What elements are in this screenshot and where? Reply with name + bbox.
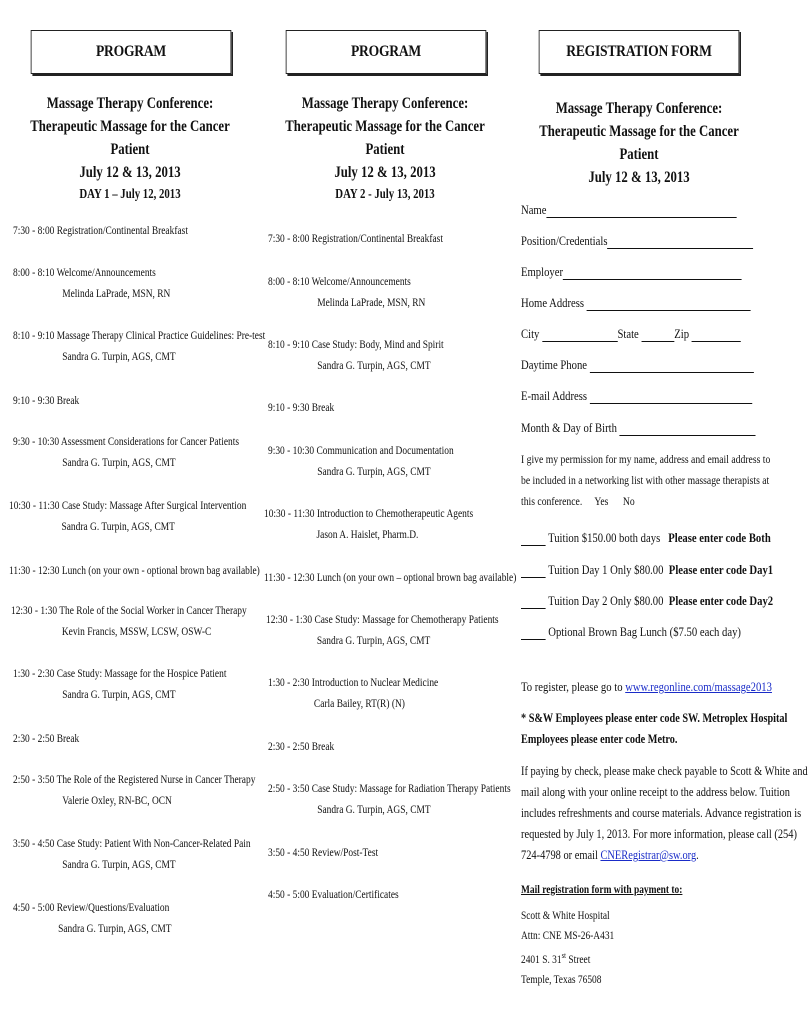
address-line-3: 2401 S. 31 <box>521 953 562 966</box>
conference-title-line3: July 12 & 13, 2013 <box>588 169 690 186</box>
program-header-2 <box>286 30 487 74</box>
employer-field[interactable] <box>521 264 742 280</box>
conference-title-line1: Massage Therapy Conference: <box>301 95 469 112</box>
session-speaker: Kevin Francis, MSSW, LCSW, OSW-C <box>61 626 212 638</box>
session-speaker: Sandra G. Turpin, AGS, CMT <box>62 689 176 701</box>
home-address-label: Home Address <box>521 295 585 310</box>
session-item <box>264 504 473 546</box>
session-item <box>268 398 334 419</box>
session-line: 8:10 - 9:10 Case Study: Body, Mind and Spirit <box>268 339 444 351</box>
session-speaker: Sandra G. Turpin, AGS, CMT <box>317 360 431 372</box>
zip-line[interactable] <box>692 328 741 342</box>
session-speaker: Sandra G. Turpin, AGS, CMT <box>317 466 431 478</box>
address-line-1: Scott & White Hospital <box>521 910 610 922</box>
session-speaker: Valerie Oxley, RN-BC, OCN <box>62 795 172 807</box>
session-line: 9:10 - 9:30 Break <box>13 395 80 407</box>
permission-line-2: be included in a networking list with other massage therapists at <box>521 473 770 487</box>
birth-label: Month & Day of Birth <box>521 420 617 435</box>
session-item <box>13 221 188 242</box>
session-line: 8:00 - 8:10 Welcome/Announcements <box>13 267 156 279</box>
employer-line[interactable] <box>563 266 742 280</box>
session-speaker: Melinda LaPrade, MSN, RN <box>317 297 426 309</box>
employees-note <box>521 708 787 750</box>
conference-title-line3: July 12 & 13, 2013 <box>334 164 436 181</box>
conference-title-col2 <box>265 92 505 184</box>
tuition-day1-blank[interactable] <box>521 565 546 578</box>
conference-title-line1: Massage Therapy Conference: <box>46 95 214 112</box>
session-line: 9:10 - 9:30 Break <box>268 402 335 414</box>
brown-bag-blank[interactable] <box>521 627 546 640</box>
session-item <box>11 601 247 643</box>
session-item <box>13 263 170 305</box>
name-field[interactable] <box>521 202 737 218</box>
session-speaker: Sandra G. Turpin, AGS, CMT <box>62 351 176 363</box>
tuition-both-label: Tuition $150.00 both days <box>548 530 661 545</box>
session-line: 8:00 - 8:10 Welcome/Announcements <box>268 276 411 288</box>
tuition-day1-label: Tuition Day 1 Only $80.00 <box>548 562 664 577</box>
session-line: 12:30 - 1:30 The Role of the Social Worker in Cancer Therapy <box>11 605 247 617</box>
registration-header-label: REGISTRATION FORM <box>566 43 712 60</box>
city-line[interactable] <box>542 328 617 342</box>
conference-title-line2: Therapeutic Massage for the Cancer Patient <box>285 118 485 158</box>
home-address-line[interactable] <box>587 297 751 311</box>
session-item <box>13 326 265 368</box>
session-item <box>9 496 246 538</box>
position-label: Position/Credentials <box>521 233 608 248</box>
daytime-phone-field[interactable] <box>521 357 754 373</box>
session-item <box>268 335 444 377</box>
session-line: 9:30 - 10:30 Assessment Considerations for Cancer Patients <box>13 436 240 448</box>
check-line-1: If paying by check, please make check payable to Scott & White and <box>521 764 808 778</box>
session-line: 9:30 - 10:30 Communication and Documentation <box>268 445 454 457</box>
conference-title-line2: Therapeutic Massage for the Cancer Patient <box>30 118 230 158</box>
conference-title-col1 <box>10 92 250 184</box>
tuition-both-blank[interactable] <box>521 533 546 546</box>
conference-title-col3 <box>519 97 759 189</box>
tuition-day1-code: Please enter code Day1 <box>668 562 774 577</box>
tuition-day2-option[interactable] <box>521 593 773 609</box>
register-link[interactable]: www.regonline.com/massage2013 <box>625 679 772 694</box>
brown-bag-label: Optional Brown Bag Lunch ($7.50 each day) <box>548 624 741 639</box>
session-speaker: Sandra G. Turpin, AGS, CMT <box>316 635 431 647</box>
session-item <box>268 272 425 314</box>
program-header-2-label: PROGRAM <box>351 43 421 60</box>
email-label: E-mail Address <box>521 388 588 403</box>
session-item <box>13 391 79 412</box>
employees-line-1: * S&W Employees please enter code SW. Metroplex Hospital <box>521 711 788 725</box>
tuition-day1-option[interactable] <box>521 562 773 578</box>
city-state-zip-field[interactable] <box>521 326 741 342</box>
zip-label: Zip <box>674 326 690 341</box>
session-item <box>268 229 443 250</box>
session-item <box>13 898 172 940</box>
session-line: 3:50 - 4:50 Review/Post-Test <box>268 847 379 859</box>
program-header-1-label: PROGRAM <box>96 43 166 60</box>
tuition-day2-blank[interactable] <box>521 596 546 609</box>
permission-line-3: this conference. <box>521 494 583 508</box>
day2-title: DAY 2 - July 13, 2013 <box>335 186 435 201</box>
session-item <box>13 729 79 750</box>
session-item <box>268 737 334 758</box>
permission-text <box>521 449 770 512</box>
session-item <box>264 568 516 589</box>
tuition-day2-label: Tuition Day 2 Only $80.00 <box>548 593 664 608</box>
name-label: Name <box>521 202 547 217</box>
session-item <box>13 664 226 706</box>
session-line: 2:30 - 2:50 Break <box>13 733 80 745</box>
tuition-both-option[interactable] <box>521 530 771 546</box>
session-item <box>13 770 255 812</box>
session-item <box>13 834 251 876</box>
check-payment-text: If paying by check, please make check payable to Scott & White and mail along with your online receipt to the address below. Tuition includes refreshments and course materials. Advance registration is requested by July 1, 2013. For more information, please call (254) 724-4798 or email CNERegistrar@sw.org. <box>521 761 808 866</box>
session-item <box>13 432 239 474</box>
session-item <box>268 673 438 715</box>
program-header-1 <box>31 30 232 74</box>
mail-heading: Mail registration form with payment to: <box>521 884 683 896</box>
session-speaker: Melinda LaPrade, MSN, RN <box>62 288 171 300</box>
register-text: To register, please go to <box>521 679 623 694</box>
session-line: 4:50 - 5:00 Review/Questions/Evaluation <box>13 902 170 914</box>
address-line-2: Attn: CNE MS-26-A431 <box>521 930 615 942</box>
address-line-3-street: Street <box>565 953 591 966</box>
permission-line-1: I give my permission for my name, address and email address to <box>521 452 771 466</box>
address-ordinal: st <box>561 951 566 960</box>
state-label: State <box>617 326 639 341</box>
state-line[interactable] <box>641 328 674 342</box>
session-item <box>268 885 399 906</box>
daytime-phone-line[interactable] <box>590 359 754 373</box>
session-line: 1:30 - 2:30 Case Study: Massage for the Hospice Patient <box>13 668 227 680</box>
employer-label: Employer <box>521 264 564 279</box>
session-line: 3:50 - 4:50 Case Study: Patient With Non-Cancer-Related Pain <box>13 838 251 850</box>
conference-title-line3: July 12 & 13, 2013 <box>79 164 181 181</box>
conference-title-line1: Massage Therapy Conference: <box>555 100 723 117</box>
birth-field[interactable] <box>521 420 756 436</box>
tuition-day2-code: Please enter code Day2 <box>668 593 774 608</box>
mailing-address <box>521 906 614 990</box>
position-field[interactable] <box>521 233 753 249</box>
permission-no-option[interactable]: No <box>622 494 635 508</box>
email-link[interactable]: CNERegistrar@sw.org <box>600 848 697 862</box>
conference-title-line2: Therapeutic Massage for the Cancer Patient <box>539 123 739 163</box>
session-line: 2:30 - 2:50 Break <box>268 741 335 753</box>
email-field[interactable] <box>521 388 752 404</box>
session-speaker: Sandra G. Turpin, AGS, CMT <box>62 859 176 871</box>
registration-header <box>539 30 740 74</box>
session-line: 1:30 - 2:30 Introduction to Nuclear Medicine <box>268 677 439 689</box>
permission-yes-option[interactable]: Yes <box>594 494 609 508</box>
employees-line-2: Employees please enter code Metro. <box>521 732 678 746</box>
check-line-4: requested by July 1, 2013. For more information, please call (254) <box>521 827 797 841</box>
position-line[interactable] <box>607 235 753 249</box>
session-line: 11:30 - 12:30 Lunch (on your own – optional brown bag available) <box>264 572 517 584</box>
session-line: 10:30 - 11:30 Case Study: Massage After Surgical Intervention <box>9 500 247 512</box>
day1-title: DAY 1 – July 12, 2013 <box>79 186 181 201</box>
name-line[interactable] <box>546 204 736 218</box>
session-speaker: Jason A. Haislet, Pharm.D. <box>316 529 419 541</box>
tuition-both-code: Please enter code Both <box>668 530 771 545</box>
city-label: City <box>521 326 540 341</box>
check-line-3: includes refreshments and course materials. Advance registration is <box>521 806 802 820</box>
session-item <box>268 779 511 821</box>
session-line: 2:50 - 3:50 Case Study: Massage for Radiation Therapy Patients <box>268 783 511 795</box>
session-line: 7:30 - 8:00 Registration/Continental Breakfast <box>13 225 188 237</box>
session-line: 11:30 - 12:30 Lunch (on your own - optional brown bag available) <box>9 565 260 577</box>
session-line: 8:10 - 9:10 Massage Therapy Clinical Practice Guidelines: Pre-test <box>13 330 266 342</box>
address-line-4: Temple, Texas 76508 <box>521 973 602 986</box>
session-line: 4:50 - 5:00 Evaluation/Certificates <box>268 889 399 901</box>
session-line: 10:30 - 11:30 Introduction to Chemotherapeutic Agents <box>264 508 474 520</box>
daytime-phone-label: Daytime Phone <box>521 357 588 372</box>
session-speaker: Sandra G. Turpin, AGS, CMT <box>61 521 175 533</box>
session-speaker: Sandra G. Turpin, AGS, CMT <box>58 923 172 935</box>
home-address-field[interactable] <box>521 295 751 311</box>
session-item <box>268 843 378 864</box>
brown-bag-option[interactable] <box>521 624 741 640</box>
session-speaker: Carla Bailey, RT(R) (N) <box>313 698 405 710</box>
session-line: 2:50 - 3:50 The Role of the Registered Nurse in Cancer Therapy <box>13 774 256 786</box>
session-line: 12:30 - 1:30 Case Study: Massage for Chemotherapy Patients <box>266 614 499 626</box>
session-speaker: Sandra G. Turpin, AGS, CMT <box>62 457 176 469</box>
session-item <box>266 610 499 652</box>
birth-line[interactable] <box>620 422 756 436</box>
session-line: 7:30 - 8:00 Registration/Continental Breakfast <box>268 233 443 245</box>
email-line[interactable] <box>590 390 752 404</box>
session-speaker: Sandra G. Turpin, AGS, CMT <box>317 804 431 816</box>
session-item <box>9 561 260 582</box>
register-online <box>521 677 772 697</box>
check-line-2: mail along with your online receipt to the address below. Tuition <box>521 785 790 799</box>
session-item <box>268 441 454 483</box>
check-line-5: 724-4798 or email <box>521 848 598 862</box>
